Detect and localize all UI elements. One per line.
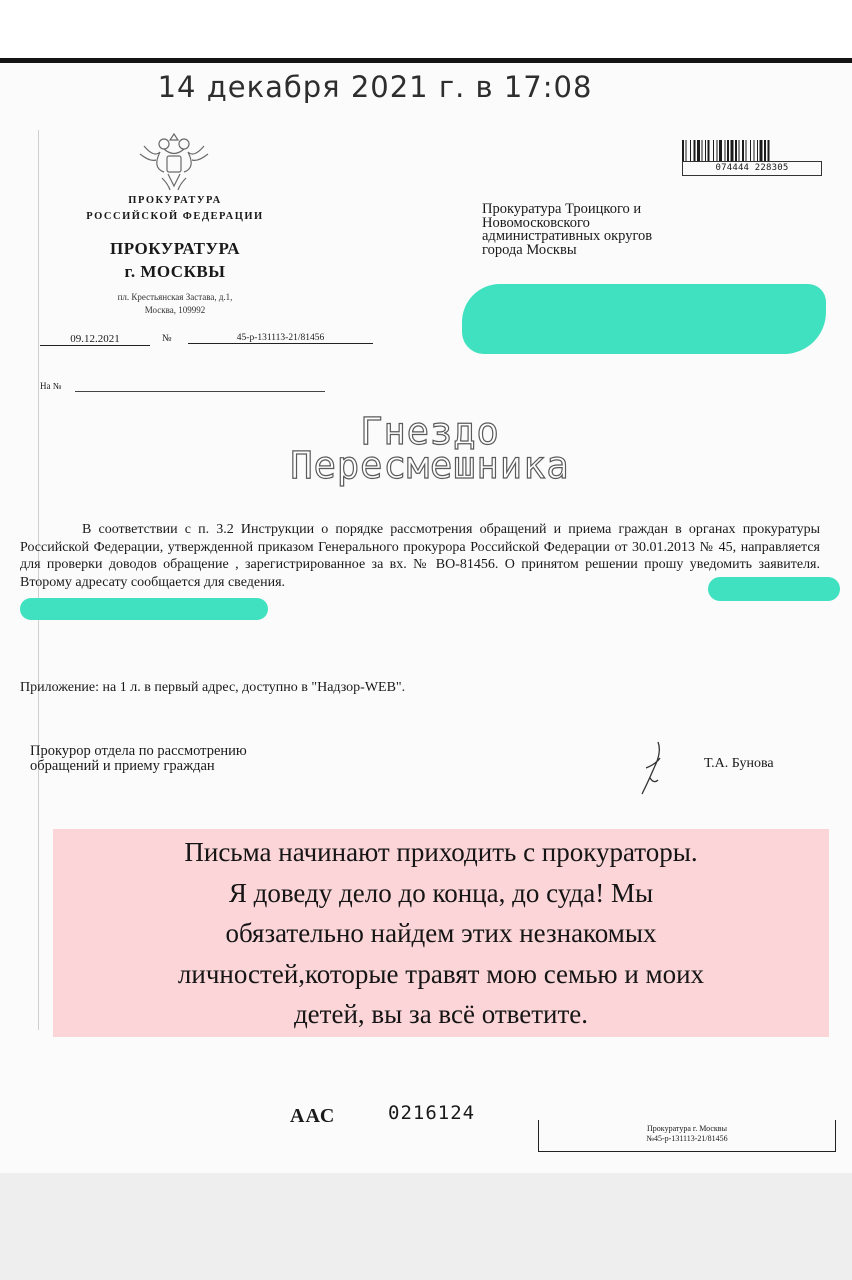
barcode-number: 074444 228305 [682,161,822,176]
story-top-bar [0,0,852,58]
form-serial-series: ААС [290,1105,336,1127]
caption-line5: детей, вы за всё ответите. [293,999,589,1029]
reply-reference-label: На № [40,381,62,391]
addressee-line3: административных округов [482,228,653,244]
signer-title-line2: обращений и приему граждан [30,758,215,774]
letterhead-address1: пл. Крестьянская Застава, д.1, [117,292,233,302]
letterhead-address2: Москва, 109992 [144,305,206,315]
addressee-block [482,203,802,257]
redaction-mark-name-2 [20,598,268,620]
coat-of-arms-icon [134,128,214,194]
stamp-line2: №45-р-131113-21/81456 [646,1134,728,1143]
letterhead-line1: ПРОКУРАТУРА [128,195,222,206]
reply-reference-line [40,381,330,395]
stamp-line1: Прокуратура г. Москвы [647,1124,727,1133]
signer-name: Т.А. Бунова [704,756,774,771]
registration-number: 45-р-131113-21/81456 [188,333,373,344]
redaction-mark-name-1 [708,577,840,601]
body-paragraph-1: В соответствии с п. 3.2 Инструкции о порядке рассмотрения обращений и приема граждан в органах прокуратуры Российской Федерации, утвержденной приказом Генерального прокурора Российской Федерации от 30.01.2013 № 45, направляется для проверки доводов обращение , зарегистрированное за вх. № ВО-81456. О принятом решении прошу уведомить заявителя. Второму адресату сообщается для сведения. [20,522,820,590]
caption-line1: Письма начинают приходить с прокураторы. [184,837,698,867]
addressee-line1: Прокуратура Троицкого и [482,201,642,217]
letterhead-office2: г. МОСКВЫ [124,262,226,281]
body-attachment: Приложение: на 1 л. в первый адрес, доступно в "Надзор-WEB". [20,680,406,695]
letterhead-line2: РОССИЙСКОЙ ФЕДЕРАЦИИ [86,211,264,222]
addressee-line4: города Москвы [482,241,577,258]
registry-stamp [538,1120,836,1152]
caption-line4: личностей,которые травят мою семью и моих [177,959,705,989]
watermark-line2: Пересмешника [290,444,570,487]
handwritten-signature-icon [632,738,672,798]
bottom-area [0,1173,852,1280]
form-serial-number: 0216124 [388,1102,476,1124]
photo-timestamp: 14 декабря 2021 г. в 17:08 [157,70,593,104]
registration-number-sign: № [162,333,172,344]
reply-reference-rule [75,391,325,392]
addressee-line2: Новомосковского [482,214,590,231]
watermark-line1: Гнездо [360,410,500,453]
story-caption [53,829,829,1037]
registration-date: 09.12.2021 [40,333,150,346]
signer-title-line1: Прокурор отдела по рассмотрению [30,743,247,759]
letterhead-office1: ПРОКУРАТУРА [110,239,240,258]
caption-line3: обязательно найдем этих незнакомых [225,918,657,948]
redaction-mark-address [462,284,826,354]
registration-line [40,333,380,351]
caption-line2: Я доведу дело до конца, до суда! Мы [228,878,654,908]
